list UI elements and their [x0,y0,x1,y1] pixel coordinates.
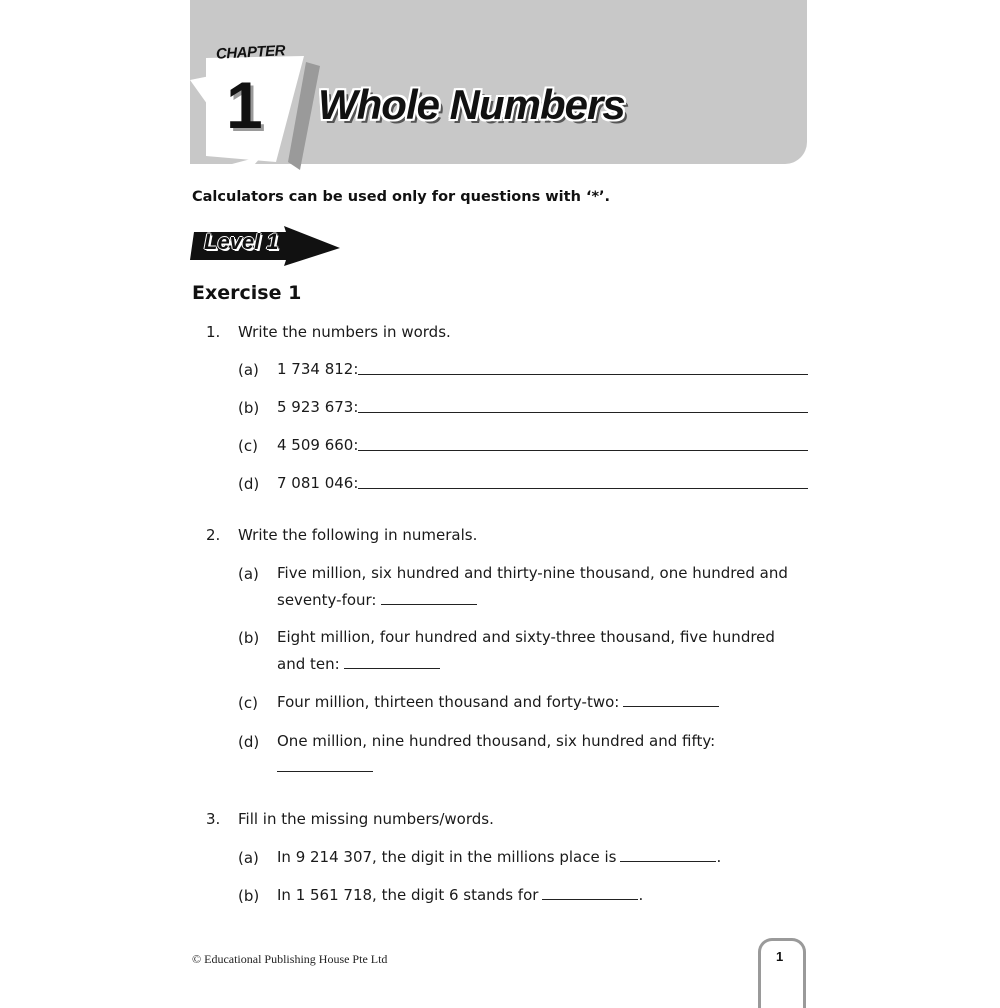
q1-part-b-label: (b) [238,399,260,417]
q2-part-a-label: (a) [238,565,259,583]
question-2-number: 2. [206,526,221,544]
q2-part-c-label: (c) [238,694,258,712]
q2-part-c-text: Four million, thirteen thousand and forty-two: [277,693,620,711]
q2-part-d-label: (d) [238,733,260,751]
question-1-number: 1. [206,323,221,341]
question-3-number: 3. [206,810,221,828]
level-label: Level 1 [204,229,279,254]
q3-part-a-answer-blank[interactable] [620,847,716,862]
question-2-text: Write the following in numerals. [238,526,478,544]
q1-part-d-text: 7 081 046: [277,474,359,492]
q2-part-b-answer-blank[interactable] [344,654,440,669]
q1-part-a-label: (a) [238,361,259,379]
q2-part-b-text-line2 [277,651,440,677]
q2-part-c-text-line [277,689,719,715]
q2-part-d-text: One million, nine hundred thousand, six hundred and fifty: [277,732,716,750]
copyright-notice: © Educational Publishing House Pte Ltd [192,952,388,966]
q1-part-c-text: 4 509 660: [277,436,359,454]
q2-part-a-line2: seventy-four: [277,591,377,609]
chapter-label: CHAPTER [215,42,286,63]
question-1-text: Write the numbers in words. [238,323,451,341]
page-number: 1 [776,949,784,964]
q1-part-b-text: 5 923 673: [277,398,359,416]
q3-part-a-text: In 9 214 307, the digit in the millions place is [277,848,617,866]
q1-part-a-answer-line[interactable] [358,374,808,375]
q1-part-a-text: 1 734 812: [277,360,359,378]
q1-part-b-answer-line[interactable] [358,412,808,413]
q3-part-b-end: . [638,886,644,904]
q2-part-a-line1: Five million, six hundred and thirty-nine thousand, one hundred and [277,564,788,582]
q2-part-d-answer-line[interactable] [277,771,373,772]
q3-part-b-text: In 1 561 718, the digit 6 stands for [277,886,539,904]
q3-part-b-label: (b) [238,887,260,905]
q3-part-a-text-line [277,844,721,870]
calculator-note: Calculators can be used only for questions with ‘*’. [192,189,611,205]
q1-part-d-label: (d) [238,475,260,493]
chapter-number: 1 [226,68,263,142]
q2-part-a-answer-blank[interactable] [381,590,477,605]
q1-part-c-label: (c) [238,437,258,455]
q3-part-a-end: . [716,848,722,866]
question-3-text: Fill in the missing numbers/words. [238,810,494,828]
q2-part-b-line2: and ten: [277,655,340,673]
q3-part-b-answer-blank[interactable] [542,885,638,900]
q2-part-b-label: (b) [238,629,260,647]
q1-part-c-answer-line[interactable] [358,450,808,451]
q2-part-a-text-line2 [277,587,477,613]
q1-part-d-answer-line[interactable] [358,488,808,489]
q3-part-a-label: (a) [238,849,259,867]
q2-part-c-answer-blank[interactable] [623,692,719,707]
chapter-title: Whole Numbers [318,81,625,128]
exercise-title: Exercise 1 [192,282,302,304]
q3-part-b-text-line [277,882,643,908]
q2-part-b-line1: Eight million, four hundred and sixty-three thousand, five hundred [277,628,775,646]
